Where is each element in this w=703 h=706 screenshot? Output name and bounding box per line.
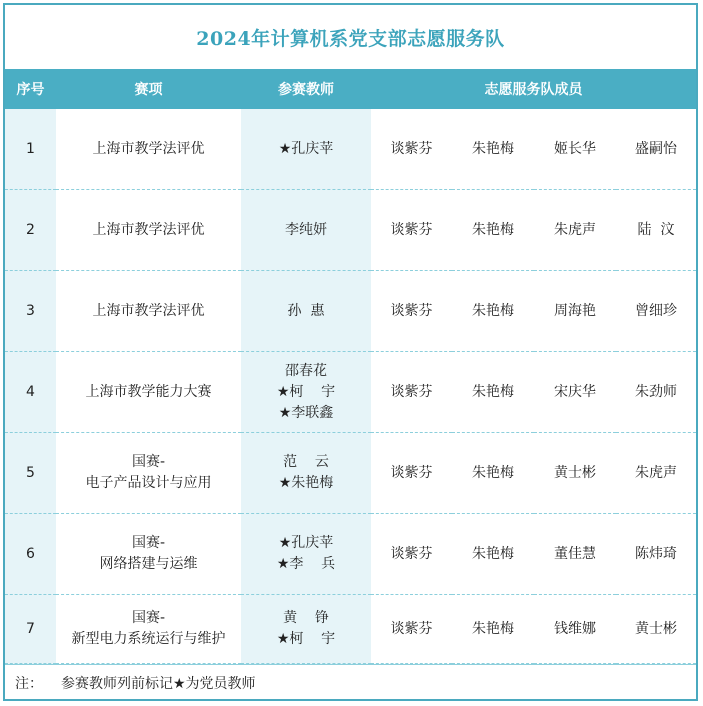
cell-event xyxy=(56,190,241,271)
cell-event xyxy=(56,433,241,514)
cell-volunteer: 朱虎声 xyxy=(534,190,616,271)
cell-volunteer: 谈紫芬 xyxy=(371,109,452,190)
teacher-name: 范 云 xyxy=(283,454,329,470)
event-line: 上海市教学法评优 xyxy=(92,221,205,238)
table-frame xyxy=(3,3,698,701)
table-row xyxy=(5,190,696,271)
teacher-name: 李纯妍 xyxy=(285,221,327,238)
cell-teachers xyxy=(241,352,371,433)
cell-volunteer: 姬长华 xyxy=(534,109,616,190)
event-line: 网络搭建与运维 xyxy=(99,556,198,572)
cell-volunteer: 钱维娜 xyxy=(534,595,616,664)
event-line: 上海市教学法评优 xyxy=(92,302,205,319)
cell-volunteer: 谈紫芬 xyxy=(371,433,452,514)
table-row xyxy=(5,433,696,514)
teacher-name: ★李联鑫 xyxy=(278,404,334,421)
cell-event xyxy=(56,514,241,595)
table-row xyxy=(5,271,696,352)
teacher-name: ★朱艳梅 xyxy=(278,475,334,491)
header-teachers: 参赛教师 xyxy=(241,69,371,109)
event-line: 国赛- xyxy=(131,535,166,551)
cell-teachers xyxy=(241,595,371,664)
header-event: 赛项 xyxy=(56,69,241,109)
cell-volunteer: 朱艳梅 xyxy=(452,514,534,595)
cell-volunteer: 谈紫芬 xyxy=(371,190,452,271)
teacher-name: ★柯 宇 xyxy=(276,383,336,400)
cell-volunteer: 董佳慧 xyxy=(534,514,616,595)
cell-volunteer: 盛嗣怡 xyxy=(616,109,696,190)
cell-seq: 6 xyxy=(5,514,56,595)
cell-volunteer: 朱劲师 xyxy=(616,352,696,433)
cell-event xyxy=(56,271,241,352)
cell-seq: 5 xyxy=(5,433,56,514)
cell-teachers xyxy=(241,190,371,271)
teacher-name: ★李 兵 xyxy=(276,556,336,572)
cell-volunteer: 朱艳梅 xyxy=(452,595,534,664)
table-row xyxy=(5,595,696,664)
cell-seq: 7 xyxy=(5,595,56,664)
table-row xyxy=(5,109,696,190)
cell-volunteer: 陈炜琦 xyxy=(616,514,696,595)
event-line: 上海市教学能力大赛 xyxy=(85,383,212,400)
header-seq: 序号 xyxy=(5,69,56,109)
footnote xyxy=(5,664,696,701)
cell-volunteer: 曾细珍 xyxy=(616,271,696,352)
cell-event xyxy=(56,352,241,433)
cell-seq: 3 xyxy=(5,271,56,352)
cell-volunteer: 朱虎声 xyxy=(616,433,696,514)
cell-volunteer: 陆 汶 xyxy=(616,190,696,271)
event-line: 电子产品设计与应用 xyxy=(85,475,212,491)
footnote-label: 注： xyxy=(15,676,43,692)
teacher-name: ★孔庆苹 xyxy=(278,535,334,551)
table-row xyxy=(5,514,696,595)
cell-volunteer: 宋庆华 xyxy=(534,352,616,433)
cell-volunteer: 周海艳 xyxy=(534,271,616,352)
cell-volunteer: 谈紫芬 xyxy=(371,514,452,595)
cell-teachers xyxy=(241,514,371,595)
page-title: 2024年计算机系党支部志愿服务队 xyxy=(196,27,505,50)
teacher-name: ★柯 宇 xyxy=(276,631,336,647)
event-line: 国赛- xyxy=(131,610,166,626)
teacher-name: 邵春花 xyxy=(285,362,327,379)
cell-volunteer: 谈紫芬 xyxy=(371,271,452,352)
event-line: 上海市教学法评优 xyxy=(92,140,205,157)
cell-volunteer: 朱艳梅 xyxy=(452,352,534,433)
cell-volunteer: 谈紫芬 xyxy=(371,352,452,433)
cell-volunteer: 黄士彬 xyxy=(616,595,696,664)
cell-seq: 4 xyxy=(5,352,56,433)
cell-teachers xyxy=(241,271,371,352)
cell-seq: 2 xyxy=(5,190,56,271)
header-volunteers: 志愿服务队成员 xyxy=(371,69,696,109)
cell-volunteer: 朱艳梅 xyxy=(452,190,534,271)
teacher-name: ★孔庆苹 xyxy=(278,140,334,157)
event-line: 新型电力系统运行与维护 xyxy=(71,631,226,647)
cell-volunteer: 朱艳梅 xyxy=(452,271,534,352)
cell-volunteer: 朱艳梅 xyxy=(452,109,534,190)
teacher-name: 孙 惠 xyxy=(287,302,325,319)
event-line: 国赛- xyxy=(131,454,166,470)
cell-teachers xyxy=(241,433,371,514)
volunteer-table xyxy=(5,69,696,664)
footnote-text: 参赛教师列前标记★为党员教师 xyxy=(61,676,256,692)
header-row xyxy=(5,69,696,109)
cell-teachers xyxy=(241,109,371,190)
teacher-name: 黄 铮 xyxy=(283,610,329,626)
cell-volunteer: 黄士彬 xyxy=(534,433,616,514)
table-row xyxy=(5,352,696,433)
cell-volunteer: 朱艳梅 xyxy=(452,433,534,514)
cell-event xyxy=(56,109,241,190)
cell-volunteer: 谈紫芬 xyxy=(371,595,452,664)
cell-event xyxy=(56,595,241,664)
cell-seq: 1 xyxy=(5,109,56,190)
